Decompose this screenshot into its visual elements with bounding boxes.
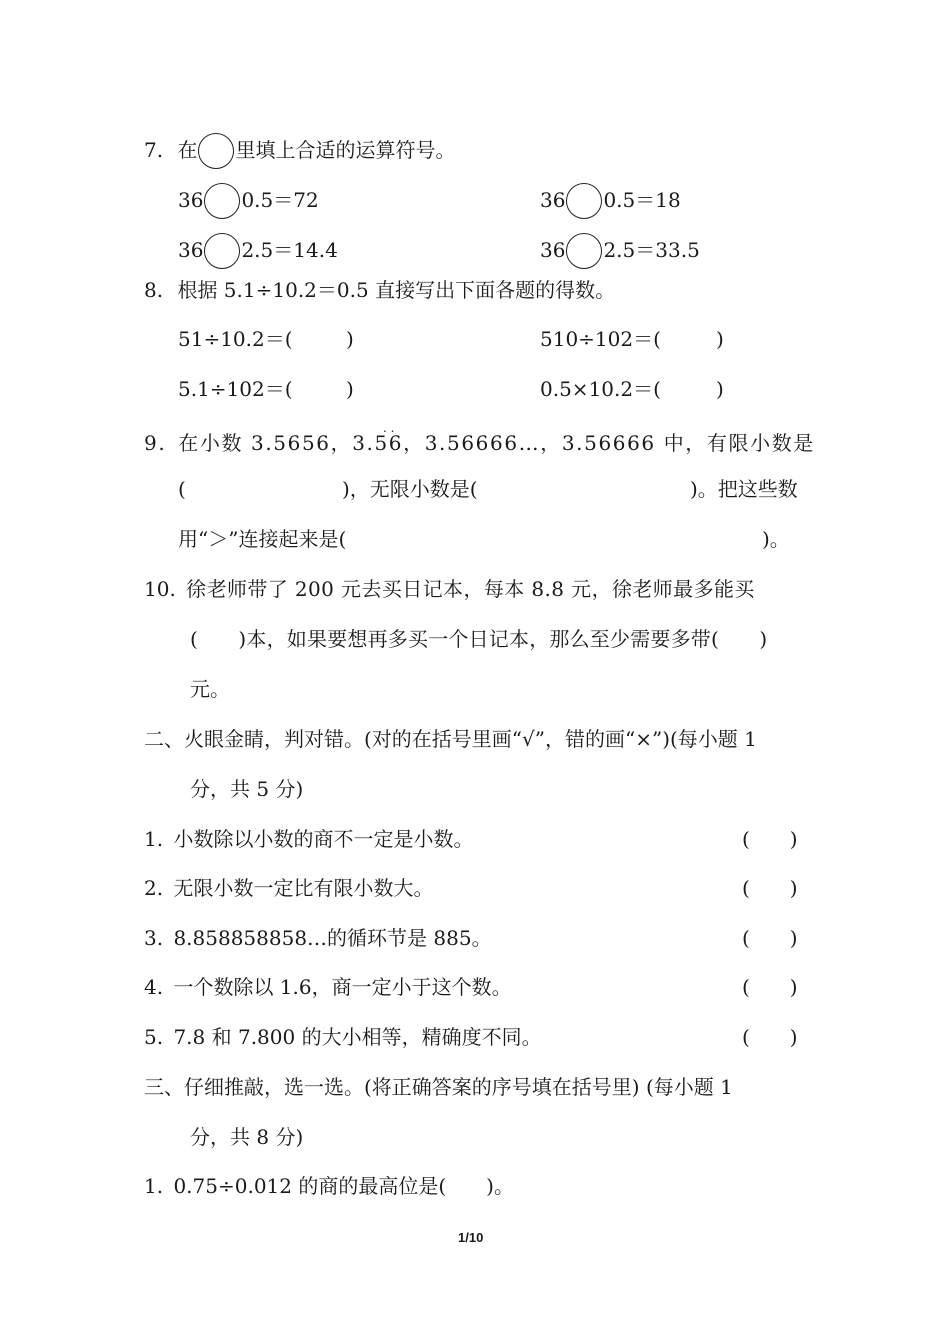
judge-item: 3. 8.858858858…的循环节是 885。 xyxy=(144,926,492,950)
q10-line-2: ( )本，如果要想再多买一个日记本，那么至少需要多带( ) xyxy=(190,627,768,651)
q9-l2-mid: )，无限小数是( xyxy=(342,477,478,501)
q7-item-3: 36 2.5＝14.4 xyxy=(178,233,338,269)
q9-l2-open: ( xyxy=(178,477,186,501)
blank-circle-icon[interactable] xyxy=(204,183,240,219)
q9-text: 在小数 3.5656，3.56，3.56666…，3.56666 中，有限小数是 xyxy=(178,431,815,455)
q8-item-3: 5.1÷102＝( xyxy=(178,377,293,401)
q10-text-1: 徐老师带了 200 元去买日记本，每本 8.8 元，徐老师最多能买 xyxy=(186,577,755,601)
q7-item-2: 36 0.5＝18 xyxy=(540,183,681,219)
q10-number: 10. xyxy=(144,577,176,601)
q7-item-4: 36 2.5＝33.5 xyxy=(540,233,700,269)
repeating-decimal-dots: . . xyxy=(383,421,395,435)
judge-item: 2. 无限小数一定比有限小数大。 xyxy=(144,876,434,900)
blank-circle-icon[interactable] xyxy=(566,233,602,269)
q8-text: 根据 5.1÷10.2＝0.5 直接写出下面各题的得数。 xyxy=(177,278,616,302)
q8-item-4: 0.5×10.2＝( xyxy=(540,377,661,401)
q7-number: 7. xyxy=(144,138,164,162)
q9-number: 9. xyxy=(144,431,167,455)
choice-question-1: 1. 0.75÷0.012 的商的最高位是( )。 xyxy=(144,1174,514,1198)
q8-number: 8. xyxy=(144,278,164,302)
answer-paren[interactable]: ( ) xyxy=(742,876,798,900)
judge-item: 1. 小数除以小数的商不一定是小数。 xyxy=(144,827,474,851)
q7-text-post: 里填上合适的运算符号。 xyxy=(235,138,456,162)
q8-item-2: 510÷102＝( xyxy=(540,327,661,351)
answer-paren[interactable]: ( ) xyxy=(742,827,798,851)
q8-close-3: ) xyxy=(346,377,354,401)
q8-line xyxy=(144,277,615,303)
q9-l3-end: )。 xyxy=(762,527,790,551)
section-2-heading-cont: 分，共 5 分) xyxy=(190,777,304,801)
answer-paren[interactable]: ( ) xyxy=(742,1025,798,1049)
judge-item: 4. 一个数除以 1.6，商一定小于这个数。 xyxy=(144,975,512,999)
answer-paren[interactable]: ( ) xyxy=(742,975,798,999)
judge-item: 5. 7.8 和 7.800 的大小相等，精确度不同。 xyxy=(144,1025,542,1049)
q8-close-4: ) xyxy=(716,377,724,401)
section-3-heading: 三、仔细推敲，选一选。(将正确答案的序号填在括号里) (每小题 1 xyxy=(144,1075,733,1099)
q9-line-1 xyxy=(144,430,815,456)
q10-line-1 xyxy=(144,576,755,602)
section-2-heading: 二、火眼金睛，判对错。(对的在括号里画“√”，错的画“×”)(每小题 1 xyxy=(144,727,757,751)
blank-circle-icon[interactable] xyxy=(198,133,234,169)
blank-circle-icon[interactable] xyxy=(204,233,240,269)
page-number: 1/10 xyxy=(458,1230,484,1245)
section-3-heading-cont: 分，共 8 分) xyxy=(190,1125,304,1149)
q9-l2-end: )。把这些数 xyxy=(690,477,798,501)
answer-paren[interactable]: ( ) xyxy=(742,926,798,950)
q9-l3: 用“＞”连接起来是( xyxy=(178,527,347,551)
q7-text-pre: 在 xyxy=(177,138,198,162)
q8-close-2: ) xyxy=(716,327,724,351)
q8-close-1: ) xyxy=(346,327,354,351)
q7-line xyxy=(144,133,455,169)
blank-circle-icon[interactable] xyxy=(566,183,602,219)
q8-item-1: 51÷10.2＝( xyxy=(178,327,293,351)
q7-item-1: 36 0.5＝72 xyxy=(178,183,319,219)
q10-line-3: 元。 xyxy=(190,677,230,701)
